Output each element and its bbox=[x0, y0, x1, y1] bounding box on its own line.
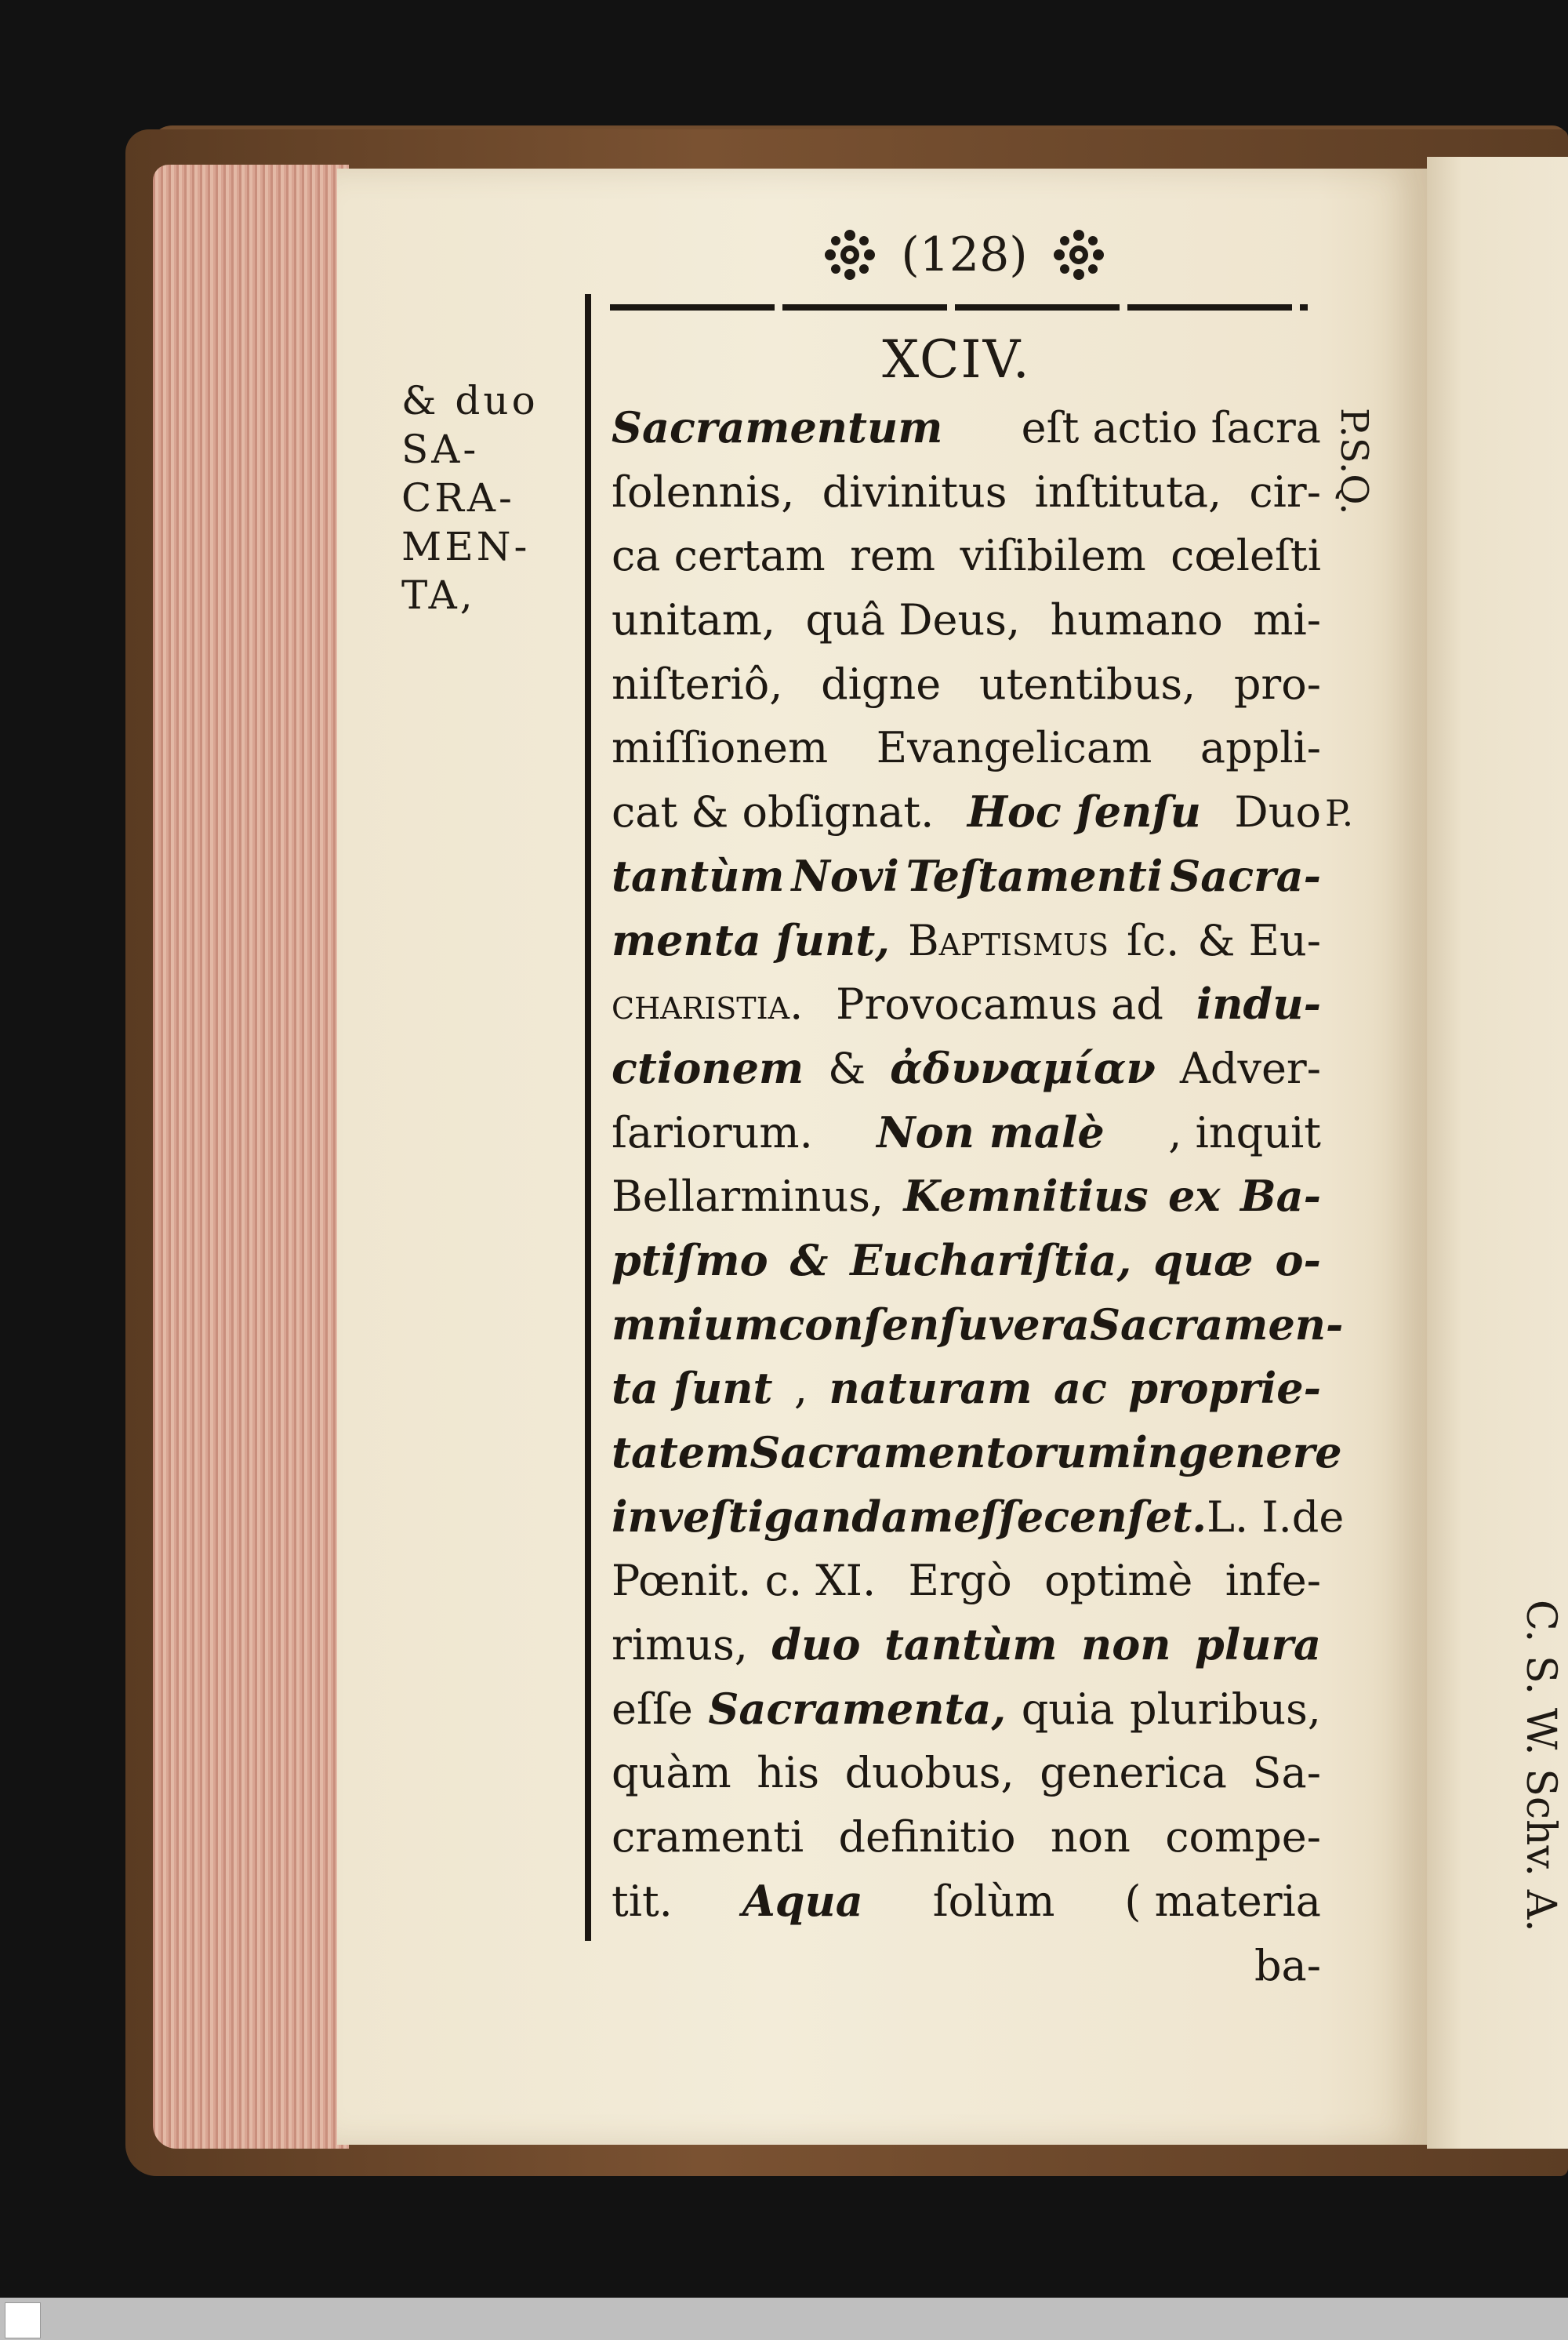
text-segment: Sacra- bbox=[1170, 850, 1321, 901]
text-segment: definitio bbox=[838, 1812, 1016, 1862]
text-segment: rimus, bbox=[612, 1620, 748, 1670]
flower-ornament-icon bbox=[822, 227, 877, 282]
text-segment: non bbox=[1050, 1812, 1131, 1862]
text-segment: Kemnitius bbox=[903, 1171, 1149, 1222]
text-line bbox=[612, 524, 1321, 588]
text-line bbox=[612, 1741, 1321, 1805]
text-segment: optimè bbox=[1044, 1556, 1193, 1606]
text-line bbox=[612, 652, 1321, 717]
text-segment: appli- bbox=[1200, 723, 1321, 773]
text-segment: compe- bbox=[1165, 1812, 1321, 1862]
text-line bbox=[612, 1357, 1321, 1421]
text-segment: mi- bbox=[1253, 595, 1321, 645]
text-segment: infe- bbox=[1225, 1556, 1321, 1606]
text-line bbox=[612, 1165, 1321, 1229]
text-segment: quàm bbox=[612, 1748, 731, 1798]
page-edges bbox=[153, 165, 349, 2149]
library-logo-icon bbox=[5, 2302, 41, 2338]
text-line bbox=[612, 1421, 1342, 1485]
text-segment: duo bbox=[771, 1619, 861, 1670]
page-header bbox=[815, 220, 1113, 290]
text-segment: tit. bbox=[612, 1876, 673, 1926]
text-segment: cœleſti bbox=[1171, 531, 1321, 581]
text-segment: quæ bbox=[1153, 1234, 1254, 1285]
text-segment: Provocamus ad bbox=[836, 979, 1163, 1030]
text-line bbox=[612, 1549, 1321, 1613]
text-segment: ſariorum. bbox=[612, 1107, 813, 1157]
text-segment: eſt actio ſacra bbox=[1021, 403, 1321, 452]
margin-note-p: P. bbox=[1325, 792, 1354, 834]
text-segment: Non malè bbox=[877, 1106, 1105, 1157]
text-segment: L. I. bbox=[1207, 1492, 1292, 1542]
text-segment: , bbox=[793, 1364, 808, 1414]
text-segment: in bbox=[1131, 1427, 1179, 1477]
text-segment: Aqua bbox=[742, 1875, 863, 1926]
text-line bbox=[612, 1869, 1321, 1934]
text-segment: conſenſu bbox=[779, 1299, 989, 1350]
text-segment: ptiſmo bbox=[612, 1234, 768, 1285]
text-segment: niſteriô, bbox=[612, 659, 783, 709]
gloss-line: MEN- bbox=[401, 524, 531, 569]
text-segment: charistia. bbox=[612, 979, 804, 1030]
text-line bbox=[612, 1293, 1344, 1357]
text-segment: duobus, bbox=[844, 1748, 1014, 1798]
text-line bbox=[612, 909, 1321, 973]
text-segment: eſſe bbox=[612, 1684, 693, 1734]
text-segment: genere bbox=[1178, 1427, 1342, 1477]
gloss-line: CRA- bbox=[401, 475, 515, 521]
text-segment: vera bbox=[988, 1299, 1090, 1350]
text-segment: Pœnit. c. XI. bbox=[612, 1556, 877, 1606]
text-segment: cat & obſignat. bbox=[612, 787, 935, 838]
text-segment: ſolùm bbox=[932, 1876, 1055, 1926]
text-line bbox=[612, 780, 1321, 845]
text-segment: pluribus, bbox=[1130, 1684, 1321, 1734]
text-segment: his bbox=[757, 1748, 820, 1798]
text-segment: cramenti bbox=[612, 1812, 804, 1862]
page-number: (128) bbox=[901, 227, 1028, 282]
text-segment: ex bbox=[1168, 1171, 1221, 1222]
margin-note-psq: P.S.Q. bbox=[1332, 408, 1376, 515]
text-segment: naturam bbox=[829, 1363, 1033, 1414]
text-line bbox=[612, 588, 1321, 652]
text-segment: unitam, bbox=[612, 595, 776, 645]
margin-rule bbox=[585, 294, 591, 1941]
text-segment: pro- bbox=[1233, 659, 1321, 709]
body-text bbox=[612, 396, 1345, 1997]
section-number: XCIV. bbox=[882, 329, 1031, 390]
text-segment: Novi bbox=[791, 850, 899, 901]
text-segment: ta ſunt bbox=[612, 1363, 773, 1414]
text-segment: Euchariſtia, bbox=[850, 1234, 1132, 1285]
facing-page-label: C. S. W. Schv. A. bbox=[1517, 1600, 1564, 1932]
text-line bbox=[612, 716, 1321, 780]
text-segment: plura bbox=[1194, 1619, 1321, 1670]
text-segment: o- bbox=[1275, 1234, 1321, 1285]
text-segment: Teſtamenti bbox=[906, 850, 1163, 901]
text-segment: proprie- bbox=[1128, 1363, 1321, 1414]
text-segment: eſſe bbox=[953, 1491, 1044, 1542]
text-segment: miſſionem bbox=[612, 723, 829, 773]
text-segment: Sa- bbox=[1252, 1748, 1321, 1798]
text-line bbox=[612, 460, 1321, 525]
text-segment: tatem bbox=[612, 1427, 750, 1477]
text-segment: cenſet. bbox=[1044, 1491, 1207, 1542]
text-line bbox=[612, 845, 1321, 909]
text-segment: utentibus, bbox=[978, 659, 1196, 709]
footer-bar bbox=[0, 2298, 1568, 2340]
text-segment: digne bbox=[821, 659, 942, 709]
text-segment: rem bbox=[850, 531, 936, 581]
gloss-line: TA, bbox=[401, 572, 476, 618]
text-segment: tantùm bbox=[612, 850, 785, 901]
text-segment: ca certam bbox=[612, 531, 826, 581]
text-line bbox=[612, 396, 1321, 460]
flower-ornament-icon bbox=[1051, 227, 1106, 282]
text-segment: ctionem bbox=[612, 1042, 804, 1093]
text-segment: generica bbox=[1040, 1748, 1227, 1798]
text-segment: Adver- bbox=[1179, 1043, 1321, 1093]
text-segment: tantùm bbox=[884, 1619, 1058, 1670]
text-segment: cir- bbox=[1249, 467, 1321, 517]
text-segment: Bellarminus, bbox=[612, 1172, 884, 1222]
text-segment: Evangelicam bbox=[876, 723, 1152, 773]
text-line bbox=[612, 972, 1321, 1037]
text-segment: ſc. bbox=[1126, 915, 1180, 965]
gloss-line: & duo bbox=[401, 378, 539, 423]
text-segment: Hoc ſenſu bbox=[967, 787, 1201, 838]
text-line bbox=[612, 1677, 1321, 1742]
text-segment: Baptismus bbox=[907, 915, 1109, 965]
text-line bbox=[612, 1037, 1321, 1101]
text-segment: viſibilem bbox=[960, 531, 1146, 581]
text-segment: ac bbox=[1053, 1363, 1107, 1414]
text-line bbox=[612, 1805, 1321, 1869]
text-segment: mnium bbox=[612, 1299, 779, 1350]
text-segment: , inquit bbox=[1168, 1107, 1321, 1157]
text-segment: & Eu- bbox=[1197, 915, 1321, 965]
text-segment: ἀδυναμίαν bbox=[890, 1042, 1156, 1093]
text-segment: Ba- bbox=[1240, 1171, 1321, 1222]
text-segment: indu- bbox=[1196, 979, 1321, 1030]
text-segment: & bbox=[789, 1234, 829, 1285]
text-segment: de bbox=[1291, 1492, 1345, 1542]
text-segment: Sacramenta, bbox=[708, 1683, 1007, 1734]
text-line bbox=[612, 1229, 1321, 1293]
text-segment: quia bbox=[1021, 1684, 1115, 1734]
header-rule bbox=[610, 304, 1308, 311]
text-segment: non bbox=[1080, 1619, 1171, 1670]
text-segment: Sacramen- bbox=[1090, 1299, 1344, 1350]
text-segment: divinitus bbox=[822, 467, 1007, 517]
text-segment: ( materia bbox=[1124, 1876, 1321, 1926]
text-line bbox=[612, 1101, 1321, 1165]
text-segment: quâ Deus, bbox=[805, 595, 1021, 645]
text-line bbox=[612, 1613, 1321, 1677]
text-segment: & bbox=[828, 1043, 866, 1093]
catchword: ba- bbox=[1254, 1940, 1321, 1990]
gloss-line: SA- bbox=[401, 427, 480, 472]
text-segment: menta ſunt, bbox=[612, 914, 890, 965]
text-segment: Ergò bbox=[908, 1556, 1012, 1606]
text-segment: inſtituta, bbox=[1034, 467, 1222, 517]
text-segment: inveſtigandam bbox=[612, 1491, 954, 1542]
text-segment: Sacramentum bbox=[612, 402, 943, 452]
margin-gloss bbox=[401, 376, 558, 620]
text-segment: Sacramentorum bbox=[750, 1427, 1132, 1477]
text-segment: ſolennis, bbox=[612, 467, 795, 517]
text-segment: humano bbox=[1050, 595, 1223, 645]
text-segment: Duo bbox=[1234, 787, 1321, 838]
text-line bbox=[612, 1485, 1345, 1550]
